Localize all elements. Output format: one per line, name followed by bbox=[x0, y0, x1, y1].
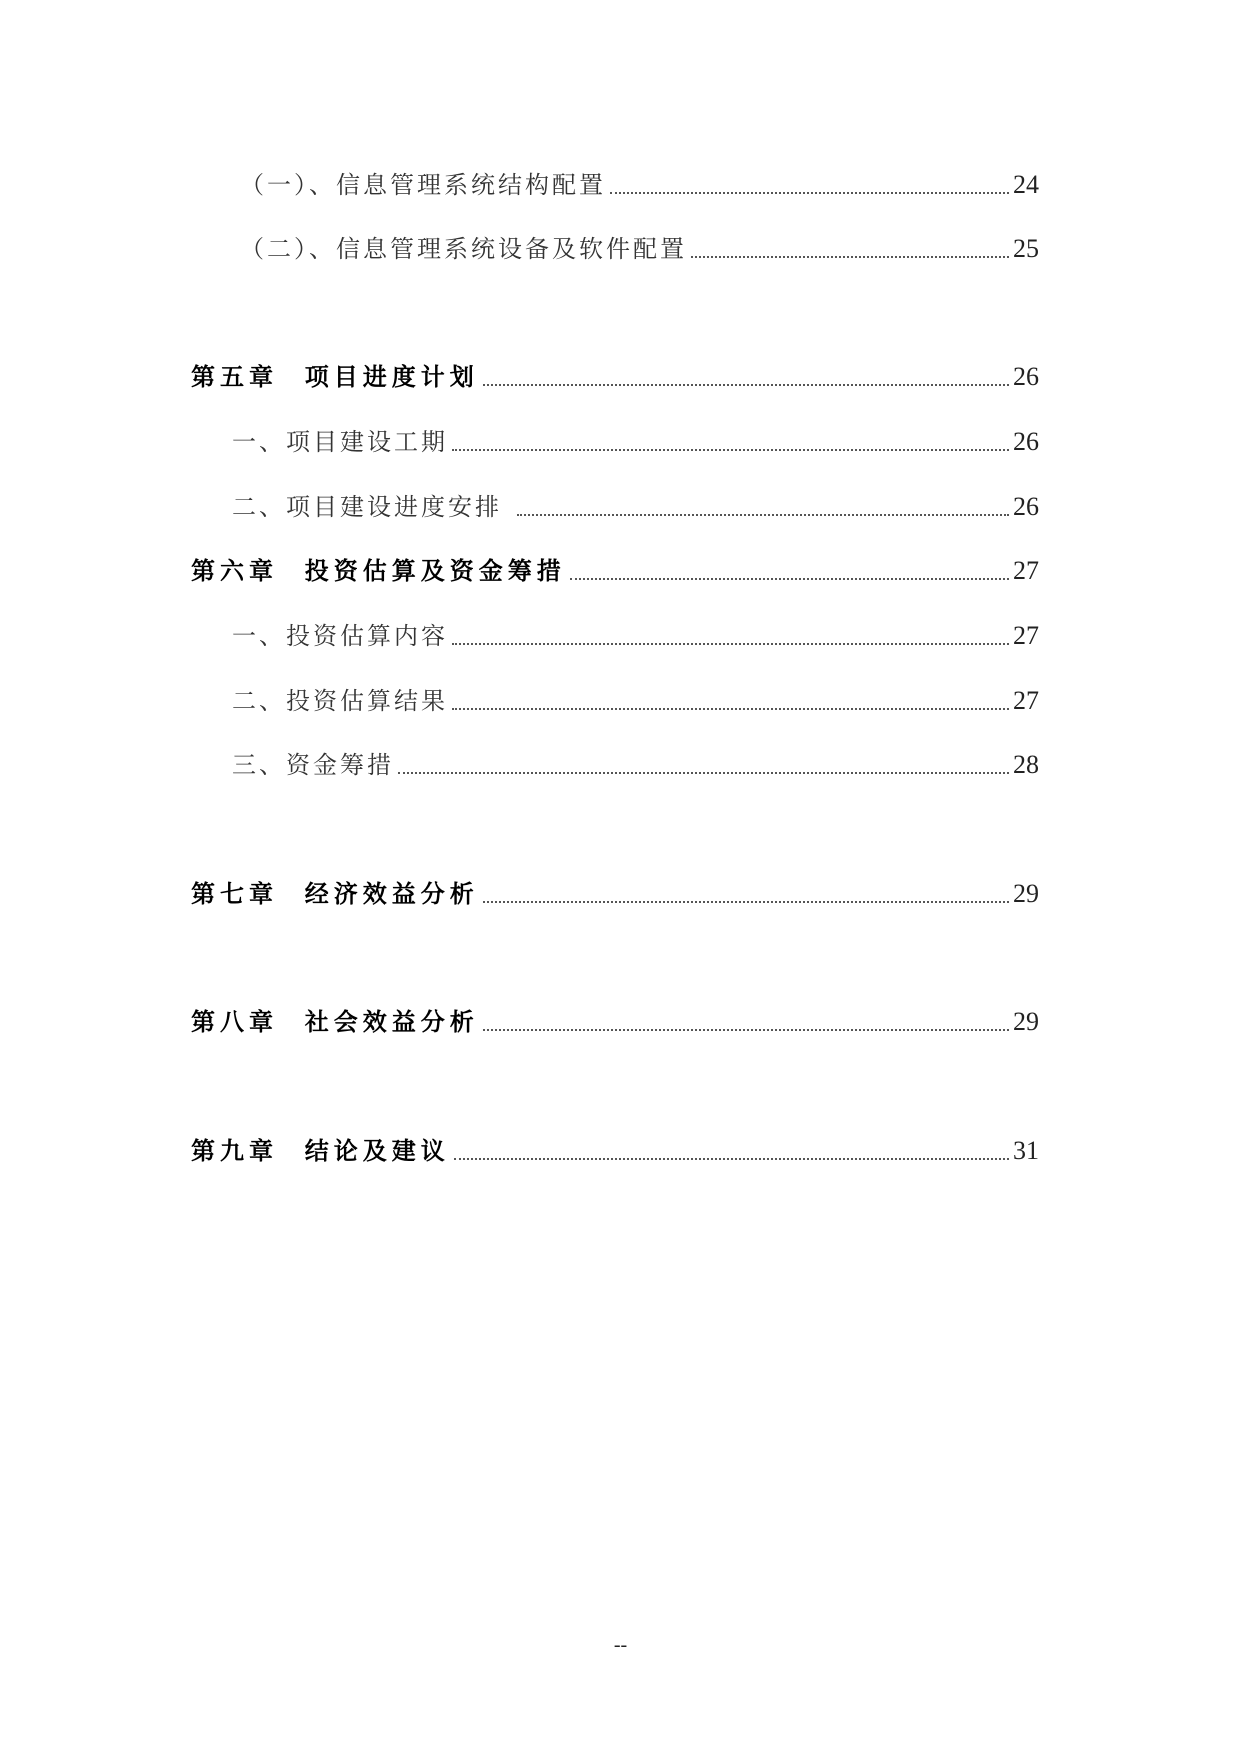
toc-entry-chapter-6[interactable] bbox=[191, 552, 1039, 586]
toc-entry-title: 二、项目建设进度安排 bbox=[232, 493, 513, 521]
toc-dot-leader bbox=[517, 514, 1009, 516]
toc-entry-chapter-8[interactable] bbox=[191, 1003, 1039, 1037]
toc-entry-title: 第八章 社会效益分析 bbox=[191, 1008, 479, 1036]
toc-entry-chapter-7[interactable] bbox=[191, 875, 1039, 909]
toc-page-number: 31 bbox=[1013, 1136, 1039, 1165]
toc-entry-title: （一）、信息管理系统结构配置 bbox=[240, 171, 606, 199]
toc-entry-title: 第六章 投资估算及资金筹措 bbox=[191, 557, 566, 585]
toc-entry-6-3[interactable] bbox=[232, 746, 1039, 780]
toc-page-number: 27 bbox=[1013, 621, 1039, 650]
toc-page-number: 26 bbox=[1013, 362, 1039, 391]
toc-dot-leader bbox=[452, 708, 1009, 710]
toc-dot-leader bbox=[691, 256, 1009, 258]
toc-page-number: 27 bbox=[1013, 686, 1039, 715]
toc-page-number: 24 bbox=[1013, 170, 1039, 199]
toc-dot-leader bbox=[452, 449, 1009, 451]
toc-dot-leader bbox=[452, 643, 1009, 645]
toc-entry-2[interactable] bbox=[240, 230, 1039, 264]
toc-entry-title: 第五章 项目进度计划 bbox=[191, 363, 479, 391]
toc-page-number: 26 bbox=[1013, 492, 1039, 521]
toc-dot-leader bbox=[570, 578, 1009, 580]
toc-dot-leader bbox=[610, 192, 1009, 194]
toc-entry-title: 第九章 结论及建议 bbox=[191, 1137, 450, 1165]
toc-entry-5-2[interactable] bbox=[232, 488, 1039, 522]
toc-entry-5-1[interactable] bbox=[232, 423, 1039, 457]
toc-entry-title: 一、项目建设工期 bbox=[232, 428, 448, 456]
toc-entry-title: 二、投资估算结果 bbox=[232, 687, 448, 715]
toc-entry-6-2[interactable] bbox=[232, 682, 1039, 716]
toc-dot-leader bbox=[483, 384, 1009, 386]
toc-dot-leader bbox=[483, 1029, 1009, 1031]
toc-dot-leader bbox=[454, 1158, 1009, 1160]
toc-entry-chapter-5[interactable] bbox=[191, 358, 1039, 392]
toc-dot-leader bbox=[483, 901, 1009, 903]
toc-entry-title: 一、投资估算内容 bbox=[232, 622, 448, 650]
page-footer: -- bbox=[613, 1634, 628, 1656]
toc-page-number: 25 bbox=[1013, 234, 1039, 263]
toc-page-number: 27 bbox=[1013, 556, 1039, 585]
toc-entry-chapter-9[interactable] bbox=[191, 1132, 1039, 1166]
toc-page-number: 26 bbox=[1013, 427, 1039, 456]
toc-dot-leader bbox=[398, 772, 1009, 774]
toc-page-number: 29 bbox=[1013, 879, 1039, 908]
toc-entry-title: 第七章 经济效益分析 bbox=[191, 880, 479, 908]
toc-entry-title: 三、资金筹措 bbox=[232, 751, 394, 779]
toc-page-number: 28 bbox=[1013, 750, 1039, 779]
toc-page-number: 29 bbox=[1013, 1007, 1039, 1036]
toc-entry-1[interactable] bbox=[240, 166, 1039, 200]
toc-entry-title: （二）、信息管理系统设备及软件配置 bbox=[240, 235, 687, 263]
toc-entry-6-1[interactable] bbox=[232, 617, 1039, 651]
